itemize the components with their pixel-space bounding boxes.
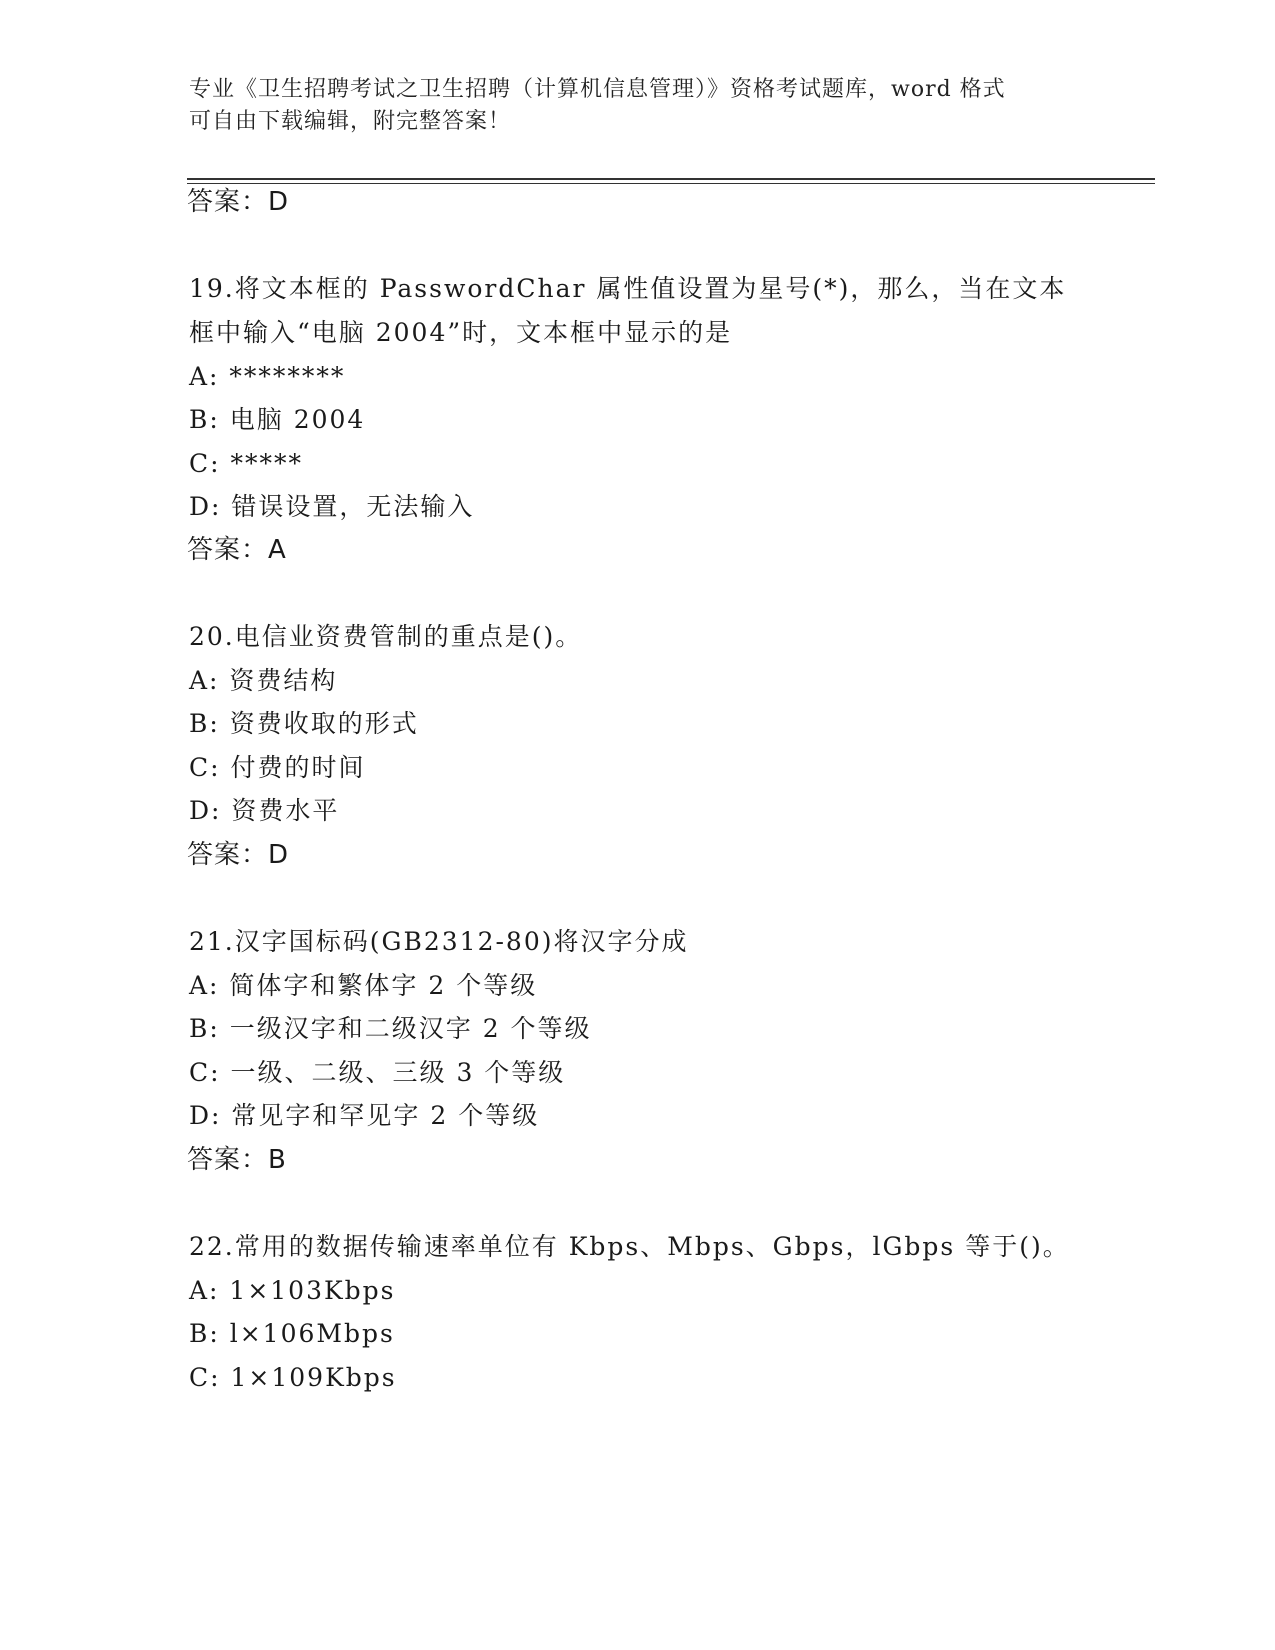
header-line-1: 专业《卫生招聘考试之卫生招聘（计算机信息管理）》资格考试题库，word 格式: [189, 77, 1006, 102]
question-21-option-d: D: 常见字和罕见字 2 个等级: [189, 1101, 540, 1130]
question-19-text-line-2: 框中输入“电脑 2004”时，文本框中显示的是: [189, 318, 733, 347]
header-line-2: 可自由下载编辑，附完整答案！: [189, 109, 512, 134]
question-21-text: 21.汉字国标码(GB2312-80)将汉字分成: [189, 927, 689, 956]
question-21-option-a: A: 简体字和繁体字 2 个等级: [189, 971, 538, 1000]
question-19-option-d: D: 错误设置，无法输入: [189, 492, 475, 521]
question-22-option-a: A: 1×103Kbps: [189, 1276, 396, 1305]
header-rule-thick: [187, 178, 1155, 180]
question-20-option-d: D: 资费水平: [189, 796, 340, 825]
header-rule-thin: [187, 183, 1155, 184]
question-20-text: 20.电信业资费管制的重点是()。: [189, 622, 583, 651]
question-20-option-c: C: 付费的时间: [189, 753, 366, 782]
question-19-option-c: C: *****: [189, 449, 303, 478]
question-22-option-b: B: l×106Mbps: [189, 1319, 395, 1348]
question-20-option-a: A: 资费结构: [189, 666, 338, 695]
answer-prev: 答案：D: [187, 187, 290, 217]
question-19-text-line-1: 19.将文本框的 PasswordChar 属性值设置为星号(*)，那么，当在文本: [189, 274, 1067, 303]
question-21-answer: 答案：B: [187, 1145, 287, 1175]
document-header: [189, 74, 1089, 138]
question-22-option-c: C: 1×109Kbps: [189, 1363, 397, 1392]
question-19-option-b: B: 电脑 2004: [189, 405, 366, 434]
question-22-text: 22.常用的数据传输速率单位有 Kbps、Mbps、Gbps，lGbps 等于()。: [189, 1232, 1070, 1261]
question-19-answer: 答案：A: [187, 535, 287, 565]
question-20-option-b: B: 资费收取的形式: [189, 709, 419, 738]
question-21-option-c: C: 一级、二级、三级 3 个等级: [189, 1058, 566, 1087]
question-21-option-b: B: 一级汉字和二级汉字 2 个等级: [189, 1014, 592, 1043]
question-20-answer: 答案：D: [187, 840, 290, 870]
question-19-option-a: A: ********: [189, 362, 346, 391]
